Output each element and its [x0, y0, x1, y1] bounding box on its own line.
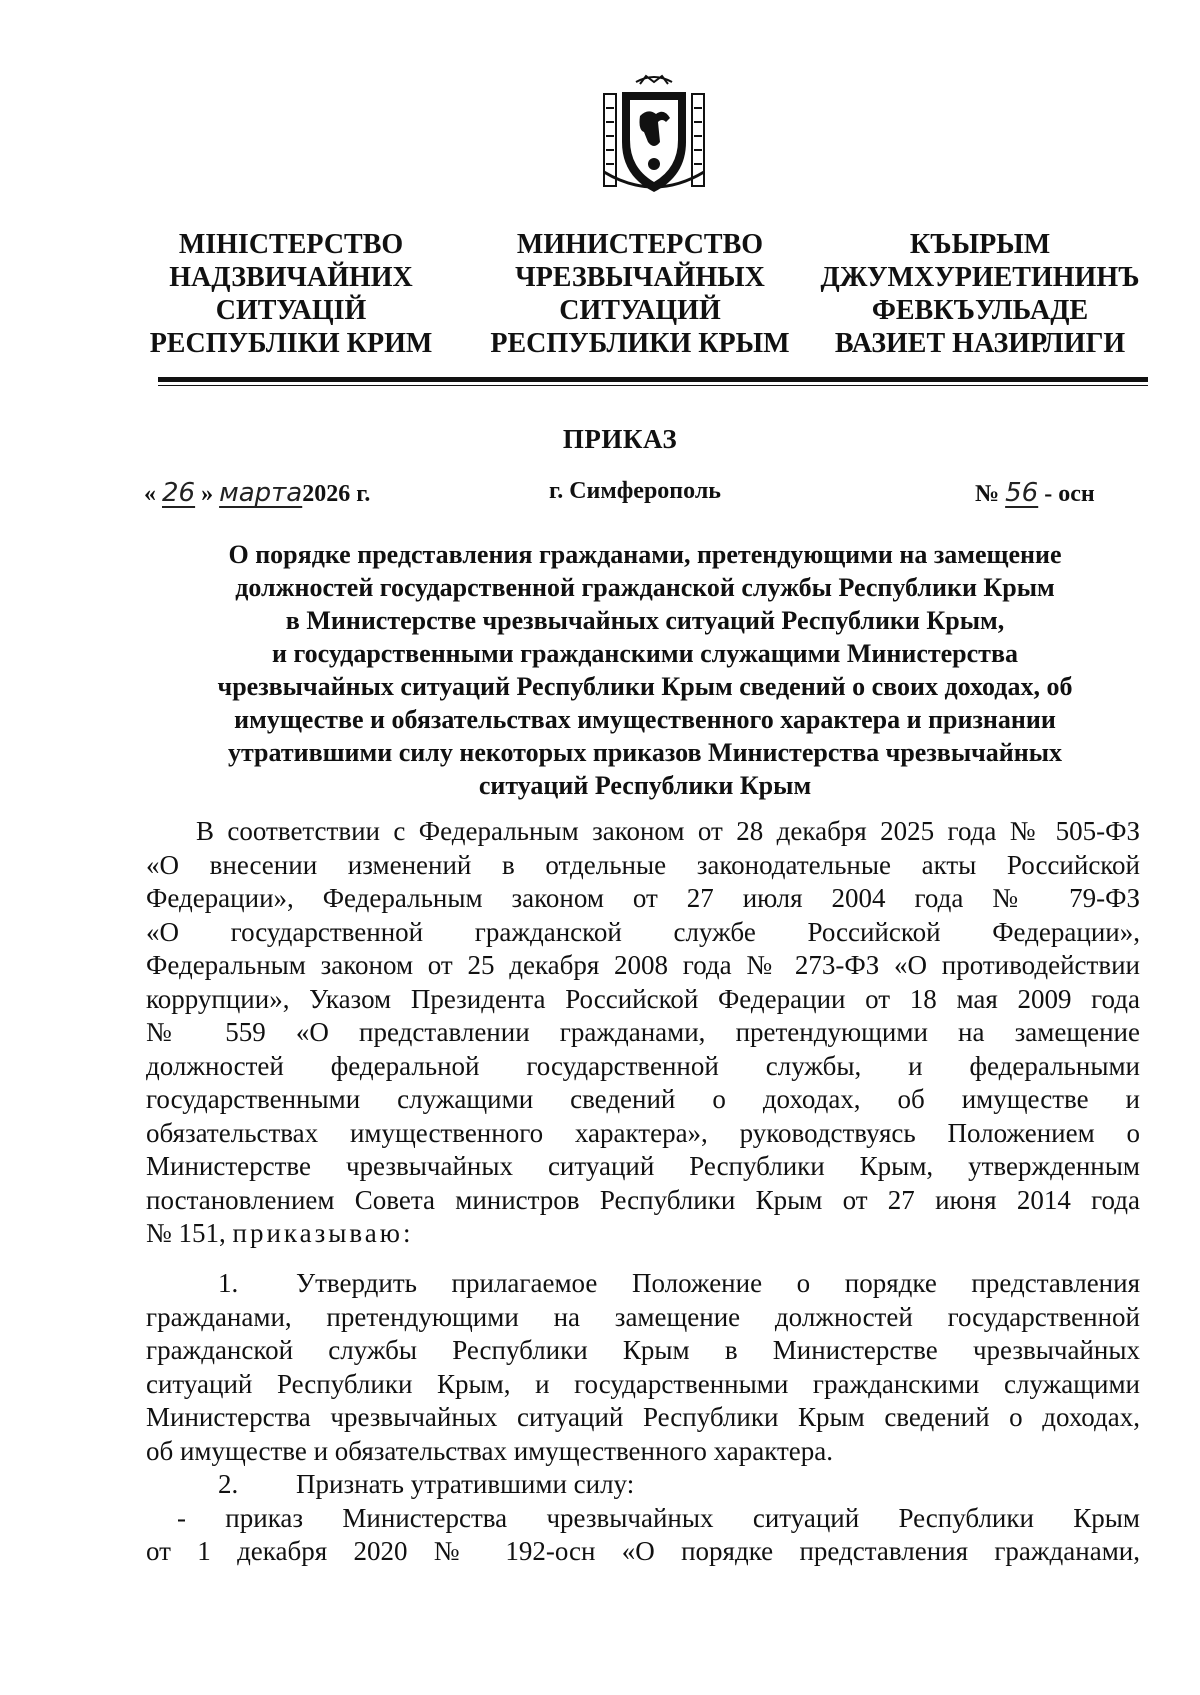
coat-of-arms-emblem [596, 72, 712, 202]
order-command: приказываю: [232, 1218, 414, 1248]
preamble-line: Федеральным законом от 25 декабря 2008 года № 273-ФЗ «О противодействии [146, 950, 1140, 980]
dash-line: от 1 декабря 2020 № 192-осн «О порядке представления гражданами, [146, 1536, 1140, 1566]
preamble-line: должностей федеральной государственной службы, и федеральными [146, 1050, 1140, 1081]
date-month-handwritten: марта [219, 478, 303, 508]
item-1-line: об имуществе и обязательствах имущественного характера. [146, 1435, 833, 1466]
header-ua-line: МІНІСТЕРСТВО [178, 229, 404, 260]
preamble-line: «О государственной гражданской службе Российской Федерации», [146, 916, 1140, 947]
order-date [144, 478, 370, 508]
dash-line: - приказ Министерства чрезвычайных ситуаций Республики Крым [177, 1502, 1140, 1533]
preamble-ref: № 151, [146, 1218, 226, 1248]
preamble-line: Министерстве чрезвычайных ситуаций Республики Крым, утвержденным [146, 1151, 1140, 1181]
preamble-line: государственными служащими сведений о доходах, об имуществе и [146, 1084, 1140, 1114]
title-line: чрезвычайных ситуаций Республики Крым сведений о своих доходах, об [217, 672, 1073, 701]
date-close-quote: » [201, 481, 214, 507]
preamble-line: обязательствах имущественного характера», руководствуясь Положением о [146, 1117, 1140, 1148]
header-ua-line: СИТУАЦІЙ [215, 295, 367, 326]
date-year: 2026 г. [302, 481, 371, 507]
order-number [975, 478, 1095, 508]
title-line: О порядке представления гражданами, претендующими на замещение [228, 540, 1062, 569]
order-items [146, 1267, 1140, 1569]
title-line: и государственными гражданскими служащими Министерства [271, 639, 1018, 668]
header-divider-thin [158, 385, 1148, 386]
number-handwritten: 56 [1005, 478, 1039, 508]
title-line: должностей государственной гражданской службы Республики Крым [235, 573, 1055, 602]
header-ua-line: РЕСПУБЛІКИ КРИМ [149, 328, 433, 359]
header-ukrainian [131, 228, 451, 360]
header-divider-thick [158, 377, 1148, 382]
title-line: ситуаций Республики Крым [478, 771, 812, 800]
title-line: в Министерстве чрезвычайных ситуаций Республики Крым, [285, 606, 1005, 635]
header-ua-line: НАДЗВИЧАЙНИХ [169, 262, 413, 293]
header-crh-line: ФЕВКЪУЛЬАДЕ [871, 295, 1089, 326]
item-1-line: Утвердить прилагаемое Положение о порядке представления [296, 1268, 1140, 1298]
preamble-line: «О внесении изменений в отдельные законодательные акты Российской [146, 849, 1140, 880]
header-russian [480, 228, 800, 360]
item-2-text: Признать утратившими силу: [296, 1469, 635, 1499]
header-crh-line: ДЖУМХУРИЕТИНИНЪ [820, 262, 1140, 293]
header-crh-line: ВАЗИЕТ НАЗИРЛИГИ [834, 328, 1126, 359]
number-suffix: - осн [1044, 481, 1095, 507]
item-1-number: 1. [218, 1268, 239, 1298]
document-type: ПРИКАЗ [562, 424, 678, 454]
preamble-final-line [146, 1217, 1140, 1251]
header-ru-line: ЧРЕЗВЫЧАЙНЫХ [515, 262, 765, 293]
header-crh-line: КЪЫРЫМ [909, 229, 1051, 260]
item-1-line: гражданской службы Республики Крым в Министерстве чрезвычайных [146, 1335, 1140, 1365]
order-title [150, 538, 1140, 802]
item-1-line: гражданами, претендующими на замещение должностей государственной [146, 1301, 1140, 1332]
title-line: имуществе и обязательствах имущественного характера и признании [234, 705, 1056, 734]
date-day-handwritten: 26 [162, 478, 196, 508]
order-city: г. Симферополь [549, 478, 721, 504]
header-ru-line: МИНИСТЕРСТВО [516, 229, 764, 260]
preamble-line: В соответствии с Федеральным законом от 28 декабря 2025 года № 505-ФЗ [196, 816, 1140, 846]
preamble-line: Федерации», Федеральным законом от 27 июля 2004 года № 79-ФЗ [146, 883, 1140, 913]
header-ru-line: РЕСПУБЛИКИ КРЫМ [490, 328, 790, 359]
title-line: утратившими силу некоторых приказов Министерства чрезвычайных [227, 738, 1063, 767]
preamble-line: коррупции», Указом Президента Российской Федерации от 18 мая 2009 года [146, 983, 1140, 1014]
preamble-line: постановлением Совета министров Республики Крым от 27 июня 2014 года [146, 1184, 1140, 1215]
date-open-quote: « [144, 481, 156, 507]
item-1-line: ситуаций Республики Крым, и государственными гражданскими служащими [146, 1368, 1140, 1399]
item-1-line: Министерства чрезвычайных ситуаций Республики Крым сведений о доходах, [146, 1402, 1140, 1432]
preamble-line: № 559 «О представлении гражданами, претендующими на замещение [146, 1017, 1140, 1047]
header-ru-line: СИТУАЦИЙ [559, 295, 721, 326]
item-2-line [146, 1468, 1140, 1502]
item-2-number: 2. [218, 1469, 239, 1499]
preamble-paragraph [146, 815, 1140, 1251]
header-crimean-tatar [815, 228, 1145, 360]
item-1-first-line [146, 1267, 1140, 1301]
number-prefix: № [975, 481, 1000, 507]
